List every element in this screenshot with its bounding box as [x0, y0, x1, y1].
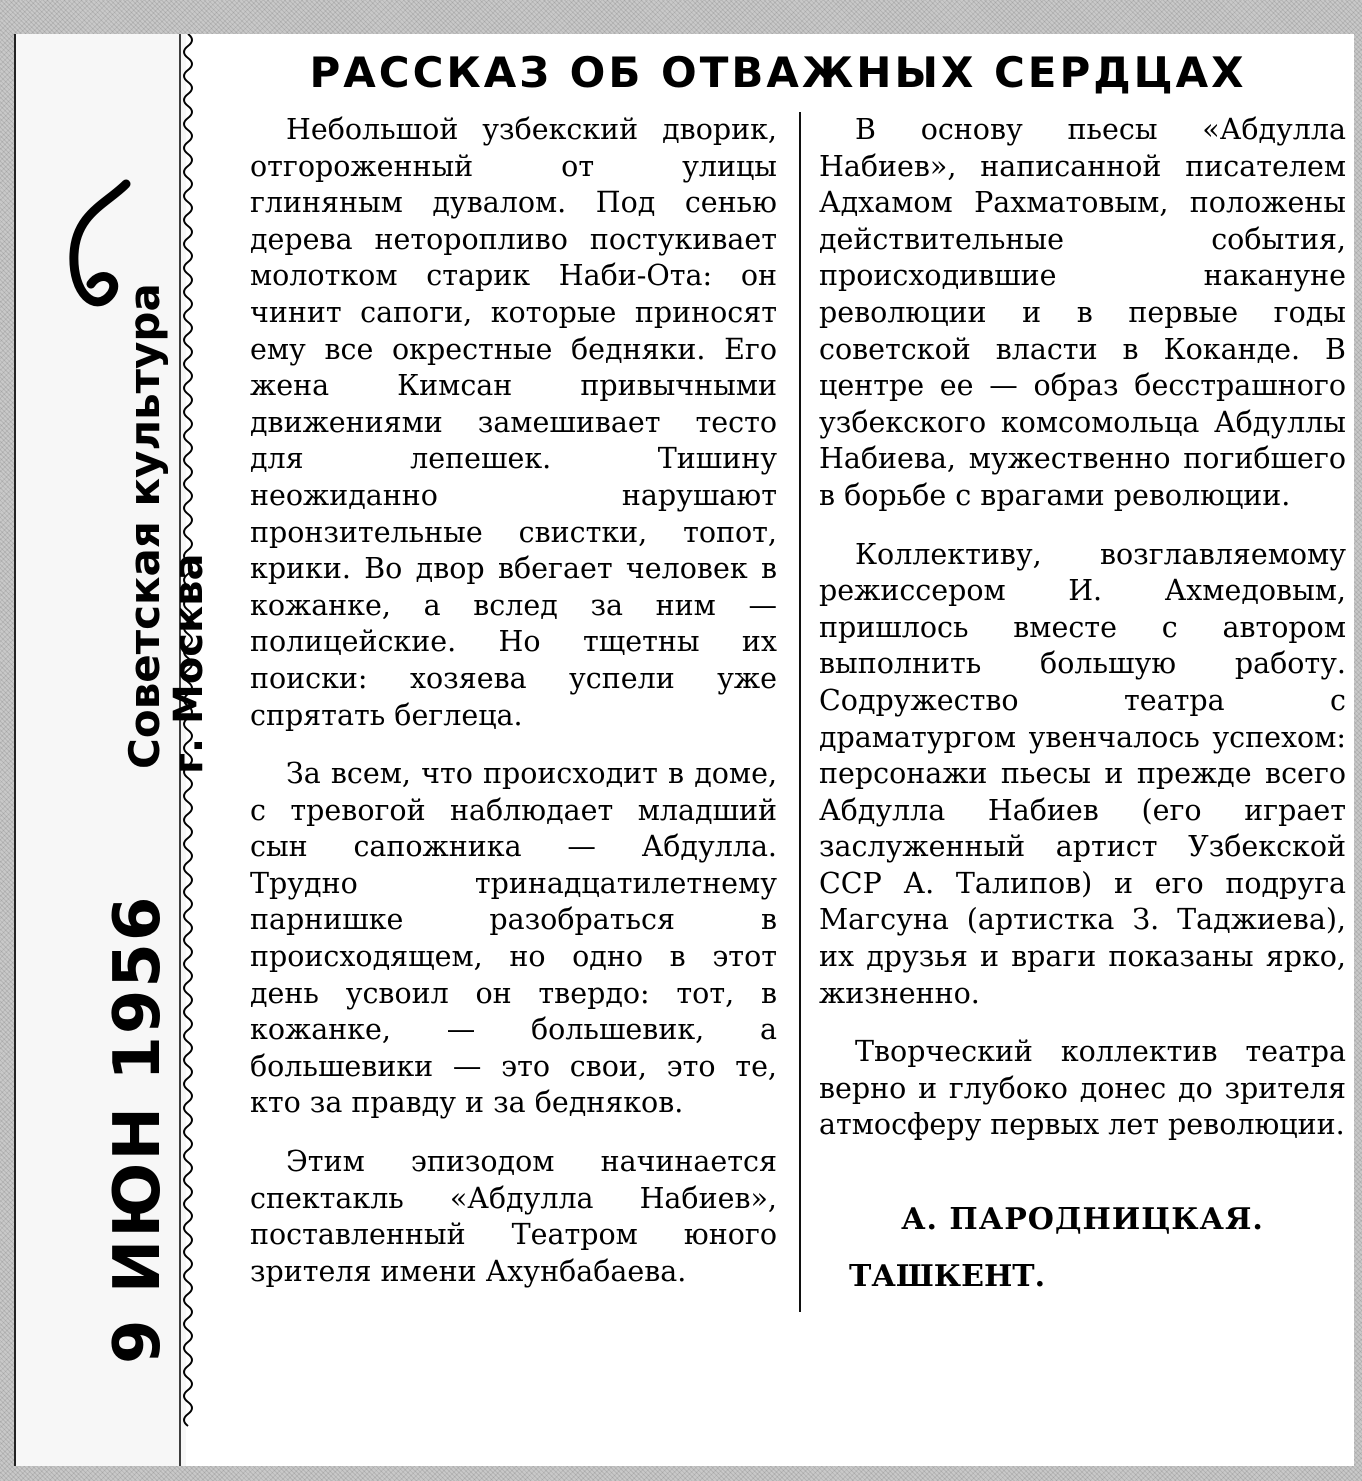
paragraph: Небольшой узбекский дворик, отгороженный от улицы глиняным дувалом. Под сенью дерева неторопливо постукивает молотком старик Наби-Ота: он чинит сапоги, которые приносят ему все окрестные бедняки. Его жена Кимсан привычными движениями замешивает тесто для лепешек. Тишину неожиданно нарушают пронзительные свистки, топот, крики. Во двор вбегает человек в кожанке, а вслед за ним — полицейские. Но тщетны их поиски: хозяева успели уже спрятать беглеца. [250, 113, 777, 732]
stamp-date: 9 ИЮН 1956 [101, 894, 175, 1364]
paragraph: За всем, что происходит в доме, с тревогой наблюдает младший сын сапожника — Абдулла. Трудно тринадцатилетнему парнишке разобраться в происходящем, но одно в этот день усвоил он твердо: тот, в кожанке, — большевик, а большевики — это свои, это те, кто за правду и за бедняков. [250, 757, 777, 1120]
stamp-city: г. Москва [166, 553, 212, 774]
dateline: ТАШКЕНТ. [849, 1259, 1046, 1295]
paragraph: Творческий коллектив театра верно и глубоко донес до зрителя атмосферу первых лет революции. [819, 1035, 1346, 1142]
article-headline: РАССКАЗ ОБ ОТВАЖНЫХ СЕРДЦАХ [309, 48, 1247, 97]
stamp-newspaper: Советская культура [120, 283, 169, 769]
paragraph: Этим эпизодом начинается спектакль «Абдулла Набиев», поставленный Театром юного зрителя имени Ахунбабаева. [250, 1145, 777, 1288]
author-signature: А. ПАРОДНИЦКАЯ. [901, 1202, 1264, 1238]
archive-stamp-strip [16, 34, 212, 1466]
article-body [250, 112, 1346, 1312]
right-column [799, 112, 1346, 1312]
article [210, 34, 1346, 1466]
paragraph: В основу пьесы «Абдулла Набиев», написанной писателем Адхамом Рахматовым, положены действительные события, происходившие накануне революции и в первые годы советской власти в Коканде. В центре ее — образ бесстрашного узбекского комсомольца Абдуллы Набиева, мужественно погибшего в борьбе с врагами революции. [819, 113, 1346, 512]
left-column [250, 112, 799, 1312]
archive-stamp [101, 283, 175, 1364]
cut-edge-border [174, 34, 202, 1466]
newspaper-clipping [14, 34, 1354, 1466]
paragraph: Коллективу, возглавляемому режиссером И. Ахмедовым, пришлось вместе с автором выполнить большую работу. Содружество театра с драматургом увенчалось успехом: персонажи пьесы и прежде всего Абдулла Набиев (его играет заслуженный артист Узбекской ССР А. Талипов) и его подруга Магсуна (артистка З. Таджиева), их друзья и враги показаны ярко, жизненно. [819, 537, 1346, 1010]
